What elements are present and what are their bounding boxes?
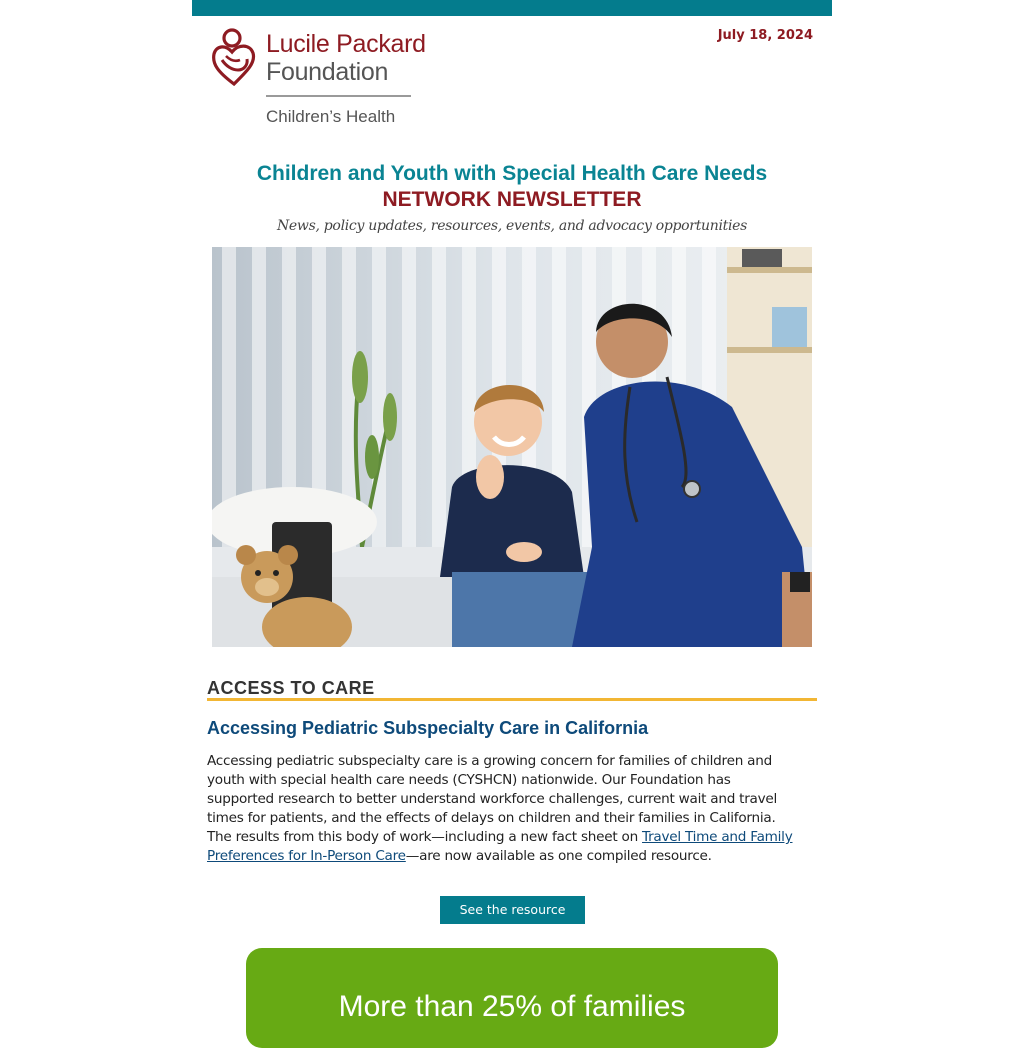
newsletter-title: Children and Youth with Special Health Care Needs: [256, 162, 768, 185]
logo-wordmark-secondary: Foundation: [266, 58, 389, 86]
newsletter-subtitle: NETWORK NEWSLETTER: [382, 188, 642, 211]
top-accent-bar: [192, 0, 832, 16]
issue-date: July 18, 2024: [717, 28, 813, 43]
article-body-text-end: —are now available as one compiled resource.: [405, 848, 712, 864]
callout-card: [246, 948, 778, 1048]
logo-divider: [266, 95, 411, 97]
fact-sheet-link[interactable]: Travel Time and Family Preferences for In-Person Care: [207, 829, 793, 864]
logo-subbrand: Children’s Health: [266, 107, 396, 126]
hero-photo-illustration: [212, 247, 812, 647]
hero-image: [212, 247, 812, 647]
logo-wordmark-primary: Lucile Packard: [266, 30, 426, 58]
article-body: [207, 752, 799, 866]
newsletter-tagline: News, policy updates, resources, events, and advocacy opportunities: [276, 218, 748, 234]
newsletter-email: [192, 0, 832, 1024]
heart-logo-icon: [210, 26, 258, 86]
see-resource-button[interactable]: See the resource: [440, 896, 585, 924]
foundation-logo[interactable]: [210, 24, 460, 130]
section-heading: ACCESS TO CARE: [207, 678, 375, 698]
callout-text: More than 25% of families: [338, 990, 686, 1023]
section-divider: [207, 698, 817, 701]
article-title: Accessing Pediatric Subspecialty Care in California: [207, 718, 649, 738]
article-body-text: Accessing pediatric subspecialty care is a growing concern for families of children and youth with special health care needs (CYSHCN) nationwide. Our Foundation has supported research to better understand workforce challenges, current wait and travel times for patients, and the effects of delays on children and their families in California. The results from this body of work—including a new fact sheet on: [207, 753, 778, 845]
